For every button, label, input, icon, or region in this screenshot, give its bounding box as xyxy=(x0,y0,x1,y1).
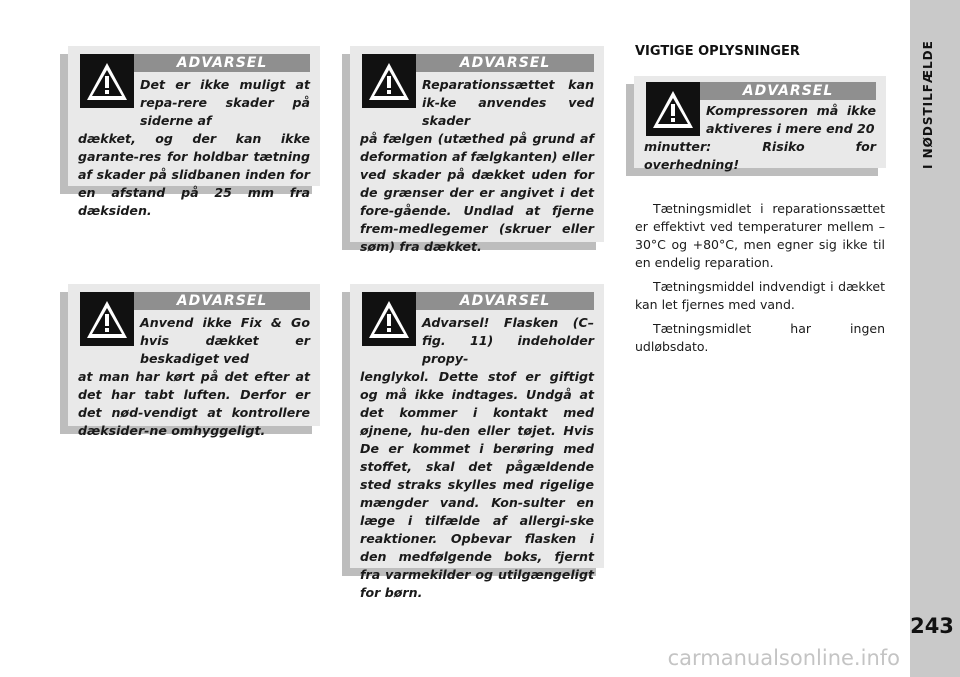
warning-header: ADVARSEL xyxy=(416,54,594,72)
info-paragraph-water: Tætningsmiddel indvendigt i dækket kan let fjernes med vand. xyxy=(635,279,885,312)
section-label: I NØDSTILFÆLDE xyxy=(921,40,935,169)
warning-text: Anvend ikke Fix & Go hvis dækket er beskadiget ved at man har kørt på det efter at det har tabt luften. Derfor er det nød-vendigt at kontrollere dæksider-ne omhyggeligt. xyxy=(78,315,310,438)
warning-text: Kompressoren må ikke aktiveres i mere end 20 minutter: Risiko for overhedning! xyxy=(644,103,876,172)
warning-text: Advarsel! Flasken (C–fig. 11) indeholder propy- lenglykol. Dette stof er giftigt og må ikke indtages. Undgå at det kommer i kontakt med øjnene, hu-den eller tøjet. Hvis De er kommet i berøring med stoffet, skal det pågældende sted straks skylles med rigelige mængder vand. Kon-sulter en læge i tilfælde af allergi-ske reaktioner. Opbevar flasken i den medfølgende boks, fjernt fra varmekilder og utilgængeligt for børn. xyxy=(360,315,594,600)
info-paragraph-temperature: Tætningsmidlet i reparationssættet er effektivt ved temperaturer mellem –30°C og +80°C, men egner sig ikke til en endelig reparation. xyxy=(635,201,885,270)
warning-header: ADVARSEL xyxy=(416,292,594,310)
page-number: 243 xyxy=(910,614,954,638)
info-title: VIGTIGE OPLYSNINGER xyxy=(635,44,800,59)
watermark: carmanualsonline.info xyxy=(667,646,900,670)
warning-box-rim-damage xyxy=(350,46,604,254)
warning-header: ADVARSEL xyxy=(134,292,310,310)
warning-text: Det er ikke muligt at repa-rere skader på siderne af dækket, og der kan ikke garante-res for holdbar tætning af skader på slidbanen inden for en afstand på 25 mm fra dæksiden. xyxy=(78,77,310,218)
warning-box-side-damage xyxy=(68,46,320,218)
warning-box-propylene-glycol xyxy=(350,284,604,600)
warning-box-fix-and-go xyxy=(68,284,320,438)
warning-text: Reparationssættet kan ik-ke anvendes ved skader på fælgen (utæthed på grund af deformation af fælgkanten) eller ved skader på dækket uden for de grænser der er angivet i det fore-gående. Undlad at fjerne frem-medlegemer (skruer eller søm) fra dækket. xyxy=(360,77,594,254)
warning-box-compressor xyxy=(634,76,886,172)
warning-header: ADVARSEL xyxy=(700,82,876,100)
info-paragraph-expiry: Tætningsmidlet har ingen udløbsdato. xyxy=(635,321,885,354)
warning-header: ADVARSEL xyxy=(134,54,310,72)
